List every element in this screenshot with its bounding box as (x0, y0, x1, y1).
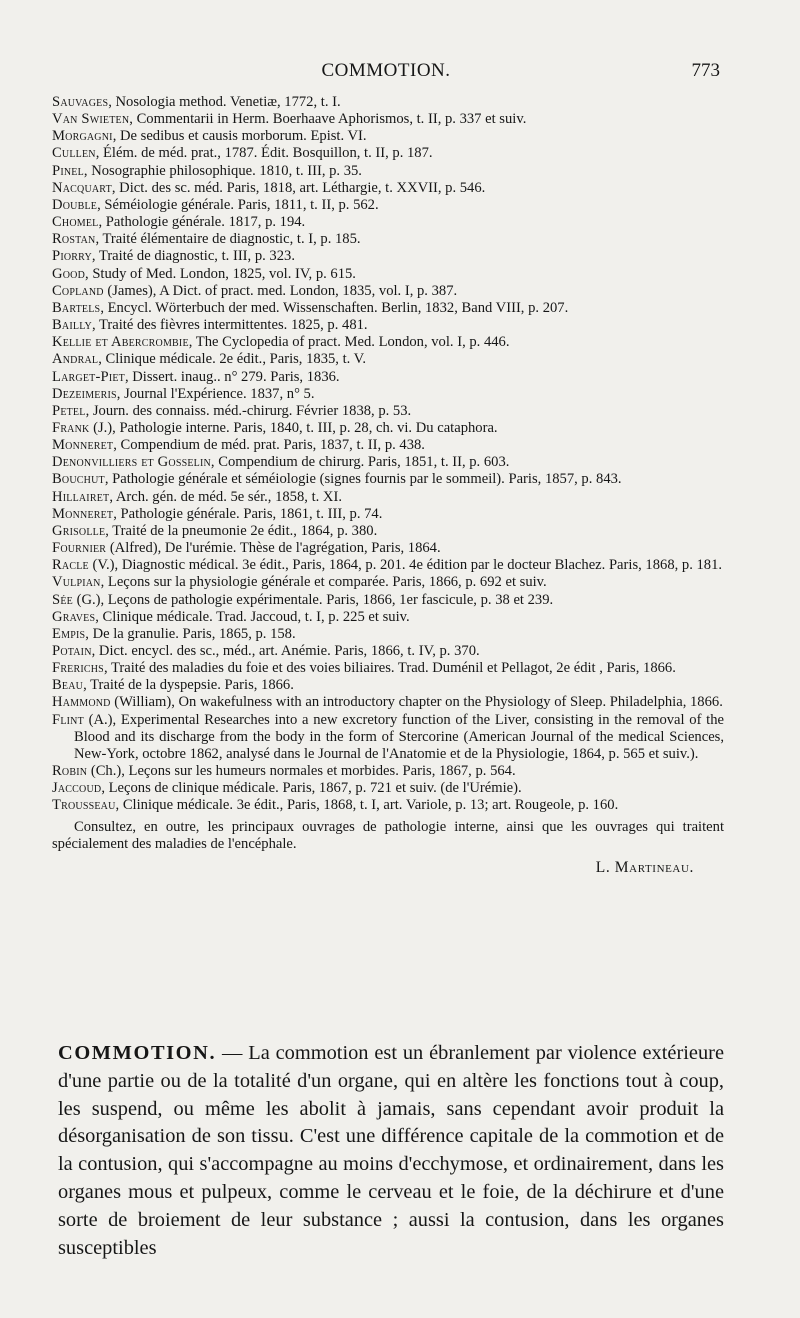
bibliography-entry (52, 660, 724, 677)
bibliography-entry (52, 403, 724, 420)
entry-author: Sauvages (52, 94, 109, 110)
entry-text: , Study of Med. London, 1825, vol. IV, p. 615. (85, 265, 356, 282)
bibliography-entry (52, 557, 724, 574)
bibliography-entry (52, 506, 724, 523)
entry-text: , Nosologia method. Venetiæ, 1772, t. I. (108, 94, 341, 110)
entry-text: , Traité des fièvres intermittentes. 1825, p. 481. (91, 317, 368, 334)
entry-author: Bailly (52, 317, 92, 334)
entry-author: Piorry (52, 248, 92, 265)
entry-author: Hammond (52, 694, 111, 711)
entry-text: (William), On wakefulness with an introductory chapter on the Physiology of Sleep. Philadelphia, 1866. (110, 694, 723, 711)
entry-text: , The Cyclopedia of pract. Med. London, vol. I, p. 446. (188, 334, 510, 351)
bibliography-entry (52, 489, 724, 506)
entry-author: Flint (52, 711, 84, 728)
bibliography-entry (52, 712, 724, 763)
entry-author: Jaccoud (52, 780, 102, 797)
bibliography-entry (52, 145, 724, 162)
entry-text: , Traité de la dyspepsie. Paris, 1866. (83, 677, 294, 694)
bibliography-entry (52, 351, 724, 368)
entry-author: Robin (52, 763, 88, 780)
bibliography-entry (52, 111, 724, 128)
entry-text: , Traité de la pneumonie 2e édit., 1864, p. 380. (105, 522, 378, 539)
bibliography-entry (52, 283, 724, 300)
bibliography-entry (52, 523, 724, 540)
bibliography-entry (52, 574, 724, 591)
page-header (52, 60, 720, 90)
bibliography-entry (52, 763, 724, 780)
entry-author: Frank (52, 419, 90, 436)
bibliography-entry (52, 369, 724, 386)
entry-text: , Commentarii in Herm. Boerhaave Aphorismos, t. II, p. 337 et suiv. (129, 111, 527, 128)
entry-author: Grisolle (52, 522, 106, 539)
bibliography-entry (52, 197, 724, 214)
bibliography-entry (52, 94, 724, 111)
entry-text: , Arch. gén. de méd. 5e sér., 1858, t. XI. (109, 488, 342, 505)
entry-author: Monneret (52, 437, 114, 454)
page-number: 773 (691, 60, 720, 81)
entry-author: Good (52, 265, 86, 282)
entry-text: (James), A Dict. of pract. med. London, 1835, vol. I, p. 387. (103, 282, 458, 299)
consult-note: Consultez, en outre, les principaux ouvrages de pathologie interne, ainsi que les ouvrages qui traitent spécialement des maladies de l'encéphale. (52, 818, 724, 852)
entry-text: , Élém. de méd. prat., 1787. Édit. Bosquillon, t. II, p. 187. (95, 145, 433, 162)
entry-author: Empis (52, 625, 86, 642)
entry-text: (G.), Leçons de pathologie expérimentale. Paris, 1866, 1er fascicule, p. 38 et 239. (72, 591, 554, 608)
entry-author: Nacquart (52, 179, 112, 196)
entry-text: , Leçons sur la physiologie générale et comparée. Paris, 1866, p. 692 et suiv. (100, 574, 547, 591)
bibliography-entry (52, 797, 724, 814)
bibliography-entry (52, 128, 724, 145)
entry-text: (V.), Diagnostic médical. 3e édit., Paris, 1864, p. 201. 4e édition par le docteur Blachez. Paris, 1868, p. 181. (88, 557, 723, 574)
entry-text: , Pathologie générale. Paris, 1861, t. III, p. 74. (113, 505, 383, 522)
bibliography-entry (52, 540, 724, 557)
entry-text: , De sedibus et causis morborum. Epist. VI. (112, 128, 367, 145)
entry-author: Hillairet (52, 488, 110, 505)
bibliography-entry (52, 334, 724, 351)
entry-author: Potain (52, 643, 92, 659)
bibliography-list (52, 94, 724, 815)
entry-author: Double (52, 196, 98, 213)
entry-text: , De la granulie. Paris, 1865, p. 158. (85, 625, 296, 642)
entry-text: , Dissert. inaug.. n° 279. Paris, 1836. (124, 368, 340, 385)
entry-author: Copland (52, 282, 104, 299)
entry-text: , Traité de diagnostic, t. III, p. 323. (91, 248, 295, 265)
bibliography-entry (52, 248, 724, 265)
entry-author: Frerichs (52, 660, 104, 677)
article-body (58, 1040, 724, 1262)
entry-text: (Ch.), Leçons sur les humeurs normales et morbides. Paris, 1867, p. 564. (87, 763, 516, 780)
entry-author: Monneret (52, 505, 114, 522)
bibliography-entry (52, 317, 724, 334)
entry-text: , Compendium de chirurg. Paris, 1851, t. II, p. 603. (210, 454, 510, 471)
entry-text: , Dict. encycl. des sc., méd., art. Anémie. Paris, 1866, t. IV, p. 370. (91, 643, 480, 659)
bibliography-entry (52, 300, 724, 317)
bibliography-entry (52, 471, 724, 488)
entry-author: Trousseau (52, 797, 116, 814)
entry-author: Larget-Piet (52, 368, 125, 385)
entry-author: Sée (52, 591, 73, 608)
entry-author: Bartels (52, 299, 101, 316)
entry-author: Denonvilliers et Gosselin (52, 454, 211, 471)
entry-text: , Journal l'Expérience. 1837, n° 5. (116, 385, 315, 402)
entry-text: , Clinique médicale. Trad. Jaccoud, t. I, p. 225 et suiv. (95, 608, 410, 625)
entry-author: Bouchut (52, 471, 105, 488)
bibliography-entry (52, 626, 724, 643)
bibliography-entry (52, 643, 724, 660)
entry-author: Van Swieten (52, 111, 130, 128)
bibliography-entry (52, 386, 724, 403)
entry-text: , Dict. des sc. méd. Paris, 1818, art. Léthargie, t. XXVII, p. 546. (111, 179, 486, 196)
bibliography-entry (52, 609, 724, 626)
entry-text: , Nosographie philosophique. 1810, t. III, p. 35. (83, 162, 362, 179)
article-headword: COMMOTION. (58, 1042, 217, 1064)
bibliography-entry (52, 231, 724, 248)
bibliography (52, 94, 724, 876)
entry-author: Rostan (52, 231, 96, 248)
entry-author: Vulpian (52, 574, 101, 591)
entry-author: Graves (52, 608, 96, 625)
entry-author: Fournier (52, 540, 107, 557)
entry-author: Beau (52, 677, 84, 694)
signature-text: L. Martineau. (595, 858, 694, 876)
bibliography-entry (52, 266, 724, 283)
entry-text: , Leçons de clinique médicale. Paris, 1867, p. 721 et suiv. (de l'Urémie). (101, 780, 522, 797)
entry-text: , Pathologie générale et séméiologie (signes fournis par le sommeil). Paris, 1857, p. 843. (104, 471, 622, 488)
entry-text: (J.), Pathologie interne. Paris, 1840, t. III, p. 28, ch. vi. Du cataphora. (89, 419, 498, 436)
entry-author: Kellie et Abercrombie (52, 334, 189, 351)
bibliography-entry (52, 163, 724, 180)
bibliography-entry (52, 780, 724, 797)
entry-author: Petel (52, 402, 86, 419)
entry-author: Andral (52, 351, 99, 368)
entry-text: , Traité des maladies du foie et des voies biliaires. Trad. Duménil et Pellagot, 2e édit , Paris, 1866. (103, 660, 676, 677)
entry-text: , Clinique médicale. 3e édit., Paris, 1868, t. I, art. Variole, p. 13; art. Rougeole, p. 160. (115, 797, 619, 814)
entry-text: (Alfred), De l'urémie. Thèse de l'agrégation, Paris, 1864. (106, 540, 441, 557)
entry-text: , Clinique médicale. 2e édit., Paris, 1835, t. V. (98, 351, 366, 368)
entry-text: , Compendium de méd. prat. Paris, 1837, t. II, p. 438. (113, 437, 425, 454)
entry-text: , Pathologie générale. 1817, p. 194. (98, 214, 306, 231)
entry-author: Morgagni (52, 128, 113, 145)
running-title: COMMOTION. (321, 60, 451, 81)
entry-text: , Encycl. Wörterbuch der med. Wissenschaften. Berlin, 1832, Band VIII, p. 207. (100, 299, 569, 316)
entry-author: Cullen (52, 145, 96, 162)
entry-author: Pinel (52, 162, 84, 179)
bibliography-entry (52, 437, 724, 454)
bibliography-entry (52, 214, 724, 231)
entry-author: Chomel (52, 214, 99, 231)
entry-text: , Séméiologie générale. Paris, 1811, t. II, p. 562. (97, 196, 379, 213)
entry-text: (A.), Experimental Researches into a new excretory function of the Liver, consisting in the removal of the Blood and its discharge from the body in the form of Stercorine (American Journal of the medical Sciences, New-York, octobre 1862, analysé dans le Journal de l'Anatomie et de la Physiologie, 1864, p. 565 et suiv.). (74, 711, 724, 762)
bibliography-entry (52, 420, 724, 437)
bibliography-entry (52, 694, 724, 711)
bibliography-entry (52, 180, 724, 197)
entry-author: Racle (52, 557, 89, 574)
article-text: — La commotion est un ébranlement par violence extérieure d'une partie ou de la totalité d'un organe, qui en altère les fonctions tout à coup, les suspend, ou même les abolit à jamais, sans cependant avoir produit la désorganisation de son tissu. C'est une différence capitale de la commotion et de la contusion, qui s'accompagne au moins d'ecchymose, et ordinairement, dans les organes mous et pulpeux, comme le cerveau et le foie, de la déchirure et d'une sorte de broiement de leur substance ; aussi la contusion, dans les organes susceptibles (58, 1042, 724, 1259)
bibliography-entry (52, 677, 724, 694)
bibliography-entry (52, 592, 724, 609)
entry-text: , Journ. des connaiss. méd.-chirurg. Février 1838, p. 53. (85, 402, 412, 419)
author-signature (52, 859, 724, 876)
entry-author: Dezeimeris (52, 385, 117, 402)
entry-text: , Traité élémentaire de diagnostic, t. I, p. 185. (95, 231, 361, 248)
bibliography-entry (52, 454, 724, 471)
